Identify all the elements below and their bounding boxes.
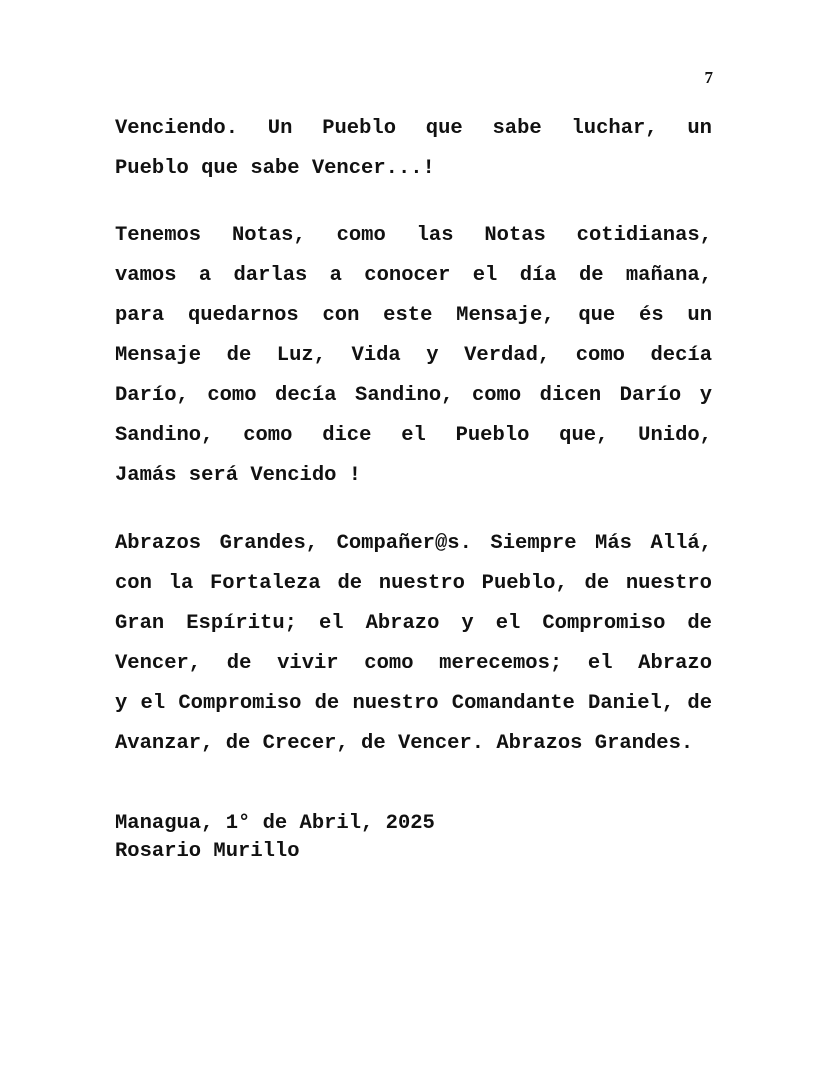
text-line: y el Compromiso de nuestro Comandante Daniel, de <box>115 692 712 715</box>
text-line: Jamás será Vencido ! <box>115 464 362 487</box>
text-line: Gran Espíritu; el Abrazo y el Compromiso de <box>115 612 712 635</box>
author-name: Rosario Murillo <box>115 840 300 863</box>
text-line: Sandino, como dice el Pueblo que, Unido, <box>115 424 712 447</box>
place-date: Managua, 1° de Abril, 2025 <box>115 812 435 835</box>
text-line: Mensaje de Luz, Vida y Verdad, como decía <box>115 344 712 367</box>
text-line: vamos a darlas a conocer el día de mañana, <box>115 264 712 287</box>
text-line: Pueblo que sabe Vencer...! <box>115 157 435 180</box>
text-line: Avanzar, de Crecer, de Vencer. Abrazos Grandes. <box>115 732 694 755</box>
page-number: 7 <box>704 68 713 87</box>
text-line: para quedarnos con este Mensaje, que és un <box>115 304 712 327</box>
text-line: Abrazos Grandes, Compañer@s. Siempre Más Allá, <box>115 532 712 555</box>
text-line: Tenemos Notas, como las Notas cotidianas, <box>115 224 712 247</box>
text-line: Vencer, de vivir como merecemos; el Abrazo <box>115 652 712 675</box>
text-line: Darío, como decía Sandino, como dicen Darío y <box>115 384 712 407</box>
text-line: Venciendo. Un Pueblo que sabe luchar, un <box>115 117 712 140</box>
text-line: con la Fortaleza de nuestro Pueblo, de nuestro <box>115 572 712 595</box>
